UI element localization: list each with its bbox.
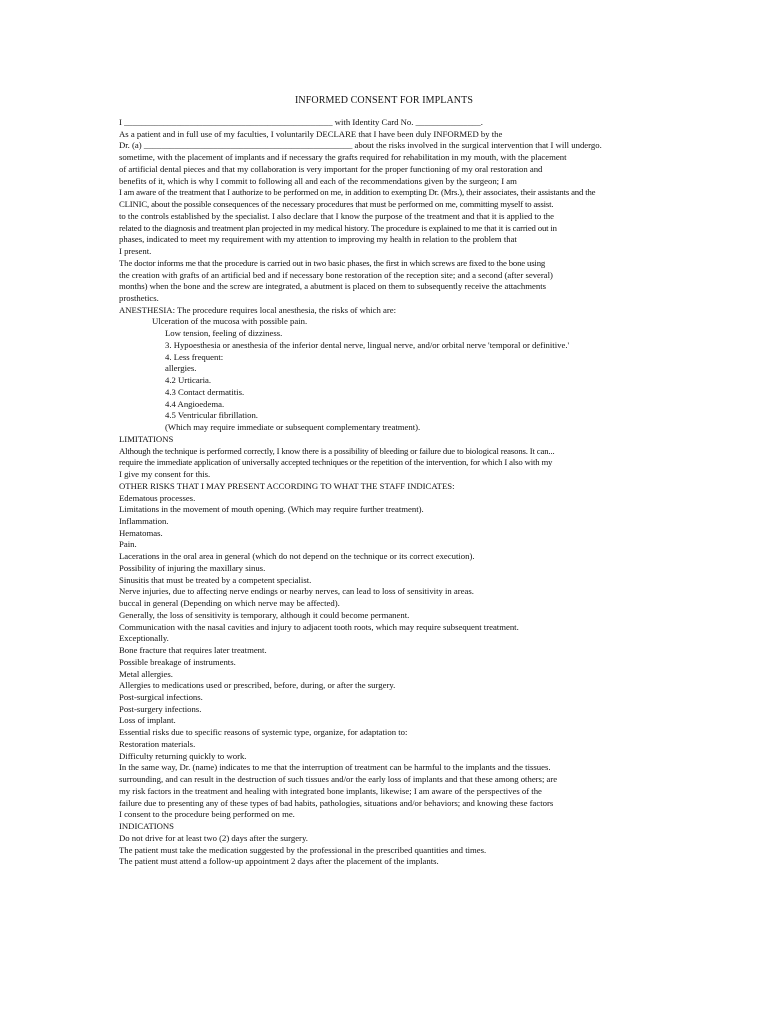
document-line: Possibility of injuring the maxillary sinus. [119, 562, 266, 573]
document-line: Do not drive for at least two (2) days after the surgery. [119, 832, 308, 843]
document-line: The patient must take the medication suggested by the professional in the prescribed quantities and times. [119, 844, 487, 855]
document-line: Post-surgical infections. [119, 691, 203, 702]
document-line: INDICATIONS [119, 821, 175, 832]
document-line: surrounding, and can result in the destruction of such tissues and/or the early loss of implants and that these among others; are [119, 774, 558, 785]
document-line: As a patient and in full use of my faculties, I voluntarily DECLARE that I have been duly INFORMED by the [119, 128, 503, 139]
document-line: Possible breakage of instruments. [119, 656, 236, 667]
document-line: Pain. [119, 539, 137, 550]
document-line: my risk factors in the treatment and healing with integrated bone implants, likewise; I am aware of the perspectives of the [119, 785, 542, 796]
document-line: benefits of it, which is why I commit to following all and each of the recommendations given by the surgeon; I am [119, 175, 517, 186]
document-line: Essential risks due to specific reasons of systemic type, organize, for adaptation to: [119, 727, 408, 738]
document-line: Post-surgery infections. [119, 703, 202, 714]
document-line: Generally, the loss of sensitivity is temporary, although it could become permanent. [119, 609, 410, 620]
document-line: Allergies to medications used or prescribed, before, during, or after the surgery. [119, 680, 396, 691]
document-line: prosthetics. [119, 293, 159, 304]
document-line: of artificial dental pieces and that my collaboration is very important for the proper functioning of my oral restoration and [119, 163, 543, 174]
document-line: I am aware of the treatment that I authorize to be performed on me, in addition to exempting Dr. (Mrs.), their associates, their assistants and the [119, 187, 596, 198]
document-line: CLINIC, about the possible consequences of the necessary procedures that must be performed on me, committing myself to assist. [119, 199, 554, 210]
document-line: Exceptionally. [119, 633, 169, 644]
document-line: related to the diagnosis and treatment plan projected in my medical history. The procedure is explained to me that it is carried out in [119, 222, 557, 233]
document-line: Edematous processes. [119, 492, 196, 503]
document-line: Limitations in the movement of mouth opening. (Which may require further treatment). [119, 504, 424, 515]
document-line: Hematomas. [119, 527, 163, 538]
document-line: The doctor informs me that the procedure is carried out in two basic phases, the first in which screws are fixed to the bone using [119, 257, 546, 268]
document-line: Sinusitis that must be treated by a competent specialist. [119, 574, 312, 585]
document-line: 4.3 Contact dermatitis. [165, 386, 245, 397]
document-line: In the same way, Dr. (name) indicates to me that the interruption of treatment can be harmful to the implants and the tissues. [119, 762, 551, 773]
document-line: ANESTHESIA: The procedure requires local anesthesia, the risks of which are: [119, 304, 397, 315]
document-line: Nerve injuries, due to affecting nerve endings or nearby nerves, can lead to loss of sensitivity in areas. [119, 586, 474, 597]
document-line: Metal allergies. [119, 668, 173, 679]
document-line: Difficulty returning quickly to work. [119, 750, 247, 761]
document-line: sometime, with the placement of implants and if necessary the grafts required for rehabilitation in my mouth, with the placement [119, 152, 567, 163]
document-line: 4.5 Ventricular fibrillation. [165, 410, 258, 421]
document-line: the creation with grafts of an artificial bed and if necessary bone restoration of the reception site; and a second (after several) [119, 269, 553, 280]
document-line: failure due to presenting any of these types of bad habits, pathologies, situations and/or behaviors; and knowing these factors [119, 797, 554, 808]
document-line: I ________________________________________________ with Identity Card No. _______________. [119, 117, 483, 127]
document-body [119, 117, 719, 868]
document-line: LIMITATIONS [119, 433, 174, 444]
document-line: 4.4 Angioedema. [165, 398, 225, 409]
document-line: Communication with the nasal cavities and injury to adjacent tooth roots, which may require subsequent treatment. [119, 621, 519, 632]
document-line: Bone fracture that requires later treatment. [119, 645, 267, 656]
document-line: 4.2 Urticaria. [165, 375, 212, 386]
document-line: Inflammation. [119, 515, 169, 526]
document-line: phases, indicated to meet my requirement with my attention to improving my health in relation to the problem that [119, 234, 517, 245]
document-title: INFORMED CONSENT FOR IMPLANTS [294, 95, 474, 106]
document-line: Loss of implant. [119, 715, 176, 726]
document-line: Restoration materials. [119, 738, 196, 749]
document-line: I present. [119, 246, 152, 257]
document-line: 4. Less frequent: [165, 351, 224, 362]
document-line: I give my consent for this. [119, 469, 211, 480]
document-line: 3. Hypoesthesia or anesthesia of the inferior dental nerve, lingual nerve, and/or orbital nerve 'temporal or definitive.' [165, 339, 570, 350]
document-line: The patient must attend a follow-up appointment 2 days after the placement of the implants. [119, 856, 439, 867]
document-line: I consent to the procedure being performed on me. [119, 809, 295, 820]
document-line: require the immediate application of universally accepted techniques or the repetition of the intervention, for which I also with my [119, 457, 553, 468]
document-line: Dr. (a) ________________________________________________ about the risks involved in the surgical intervention that I will undergo. [119, 140, 602, 151]
document-line: buccal in general (Depending on which nerve may be affected). [119, 598, 340, 609]
document-line: Low tension, feeling of dizziness. [165, 328, 283, 339]
document-line: OTHER RISKS THAT I MAY PRESENT ACCORDING TO WHAT THE STAFF INDICATES: [119, 480, 455, 491]
document-line: (Which may require immediate or subsequent complementary treatment). [165, 422, 421, 433]
document-line: to the controls established by the specialist. I also declare that I know the purpose of the treatment and that it is applied to the [119, 210, 554, 221]
document-line: months) when the bone and the screw are integrated, a abutment is placed on them to subsequently receive the attachments [119, 281, 546, 292]
document-line: Although the technique is performed correctly, I know there is a possibility of bleeding or failure due to biological reasons. It can... [119, 445, 555, 456]
document-line: allergies. [165, 363, 197, 374]
document-line: Ulceration of the mucosa with possible pain. [152, 316, 308, 327]
document-line: Lacerations in the oral area in general (which do not depend on the technique or its correct execution). [119, 551, 475, 562]
